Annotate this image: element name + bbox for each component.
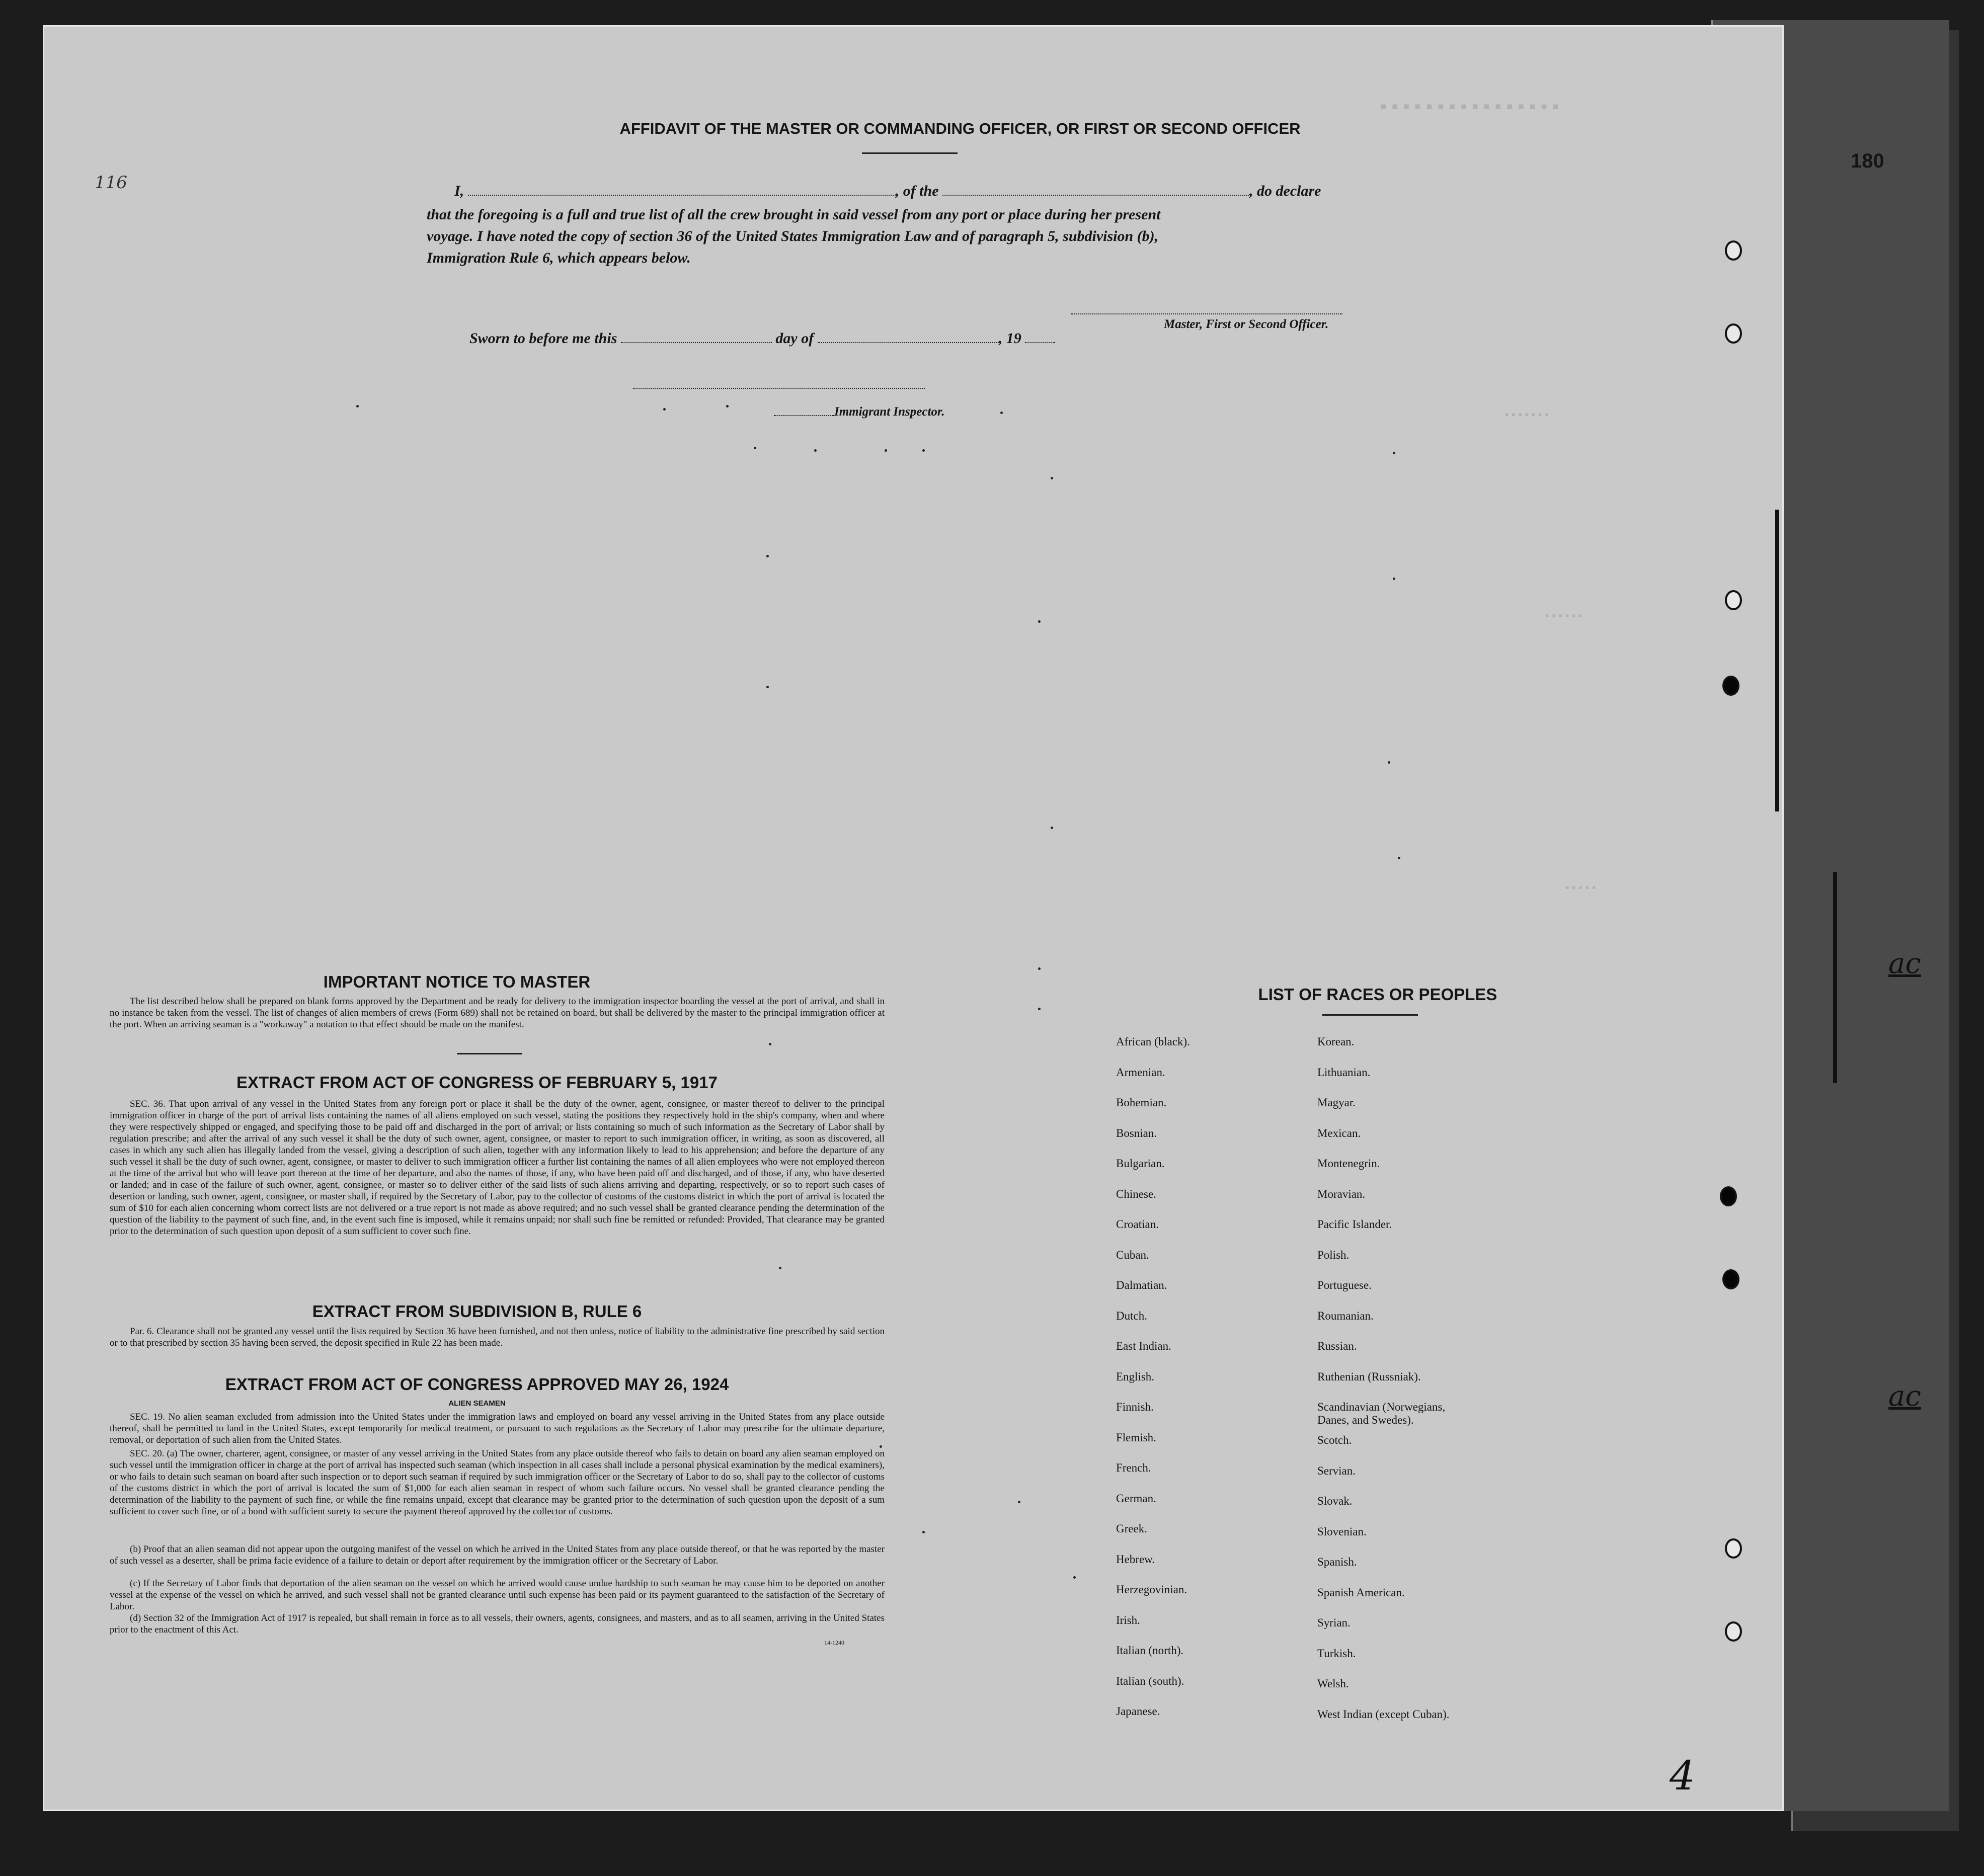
extract-1917-text: SEC. 36. That upon arrival of any vessel in the United States from any foreign port or place it shall be the duty of the owner, agent, consignee, or master thereof to deliver to the principal immigration officer in charge of the port of arrival lists containing the names of all aliens employed on such vessel, stating the positions they respectively hold in the ship's company, when and where they were respectively shipped or engaged, and specifying those to be paid off and discharged in the port of arrival; or lists containing so much of such information as the Secretary of Labor shall by regulation prescribe; and after the arrival of any such vessel it shall be the duty of such owner, agent, consignee, or master to report to such immigration officer, in writing, as soon as discovered, all cases in which any such alien has illegally landed from the vessel, giving a description of such alien, together with any information likely to lead to his apprehension; and before the departure of any such vessel it shall be the duty of such owner, agent, consignee, or master to deliver to such immigration officer a further list containing the names of all alien employees who were not employed thereon at the time of the arrival but who will leave port thereon at the time of her departure, and also the names of those, if any, who have been paid off and discharged, and of those, if any, who have deserted or landed; and in case of the failure of such owner, agent, consignee, or master so to deliver either of the said lists of such aliens arriving and departing, respectively, or so to report such cases of desertion or landing, such owner, agent, consignee, or master shall, if required by the Secretary of Labor, pay to the collector of customs of the customs district in which the port of arrival is located the sum of $10 for each alien concerning whom correct lists are not delivered or a true report is not made as above required; and no such vessel shall be granted clearance pending the determination of the question of the liability to the payment of such fine, and, in the event such fine is imposed, while it remains unpaid; nor shall such fine be remitted or refunded: Provided, That clearance may be granted prior to the determination of such question upon deposit of a sum sufficient to cover such fine. [110,1099,885,1237]
race-item: Irish. [1116,1613,1140,1626]
document-page [43,25,1921,1811]
do-declare-label: , do declare [1249,183,1321,199]
dot [1000,412,1003,414]
dot [1051,477,1053,479]
notice-text: The list described below shall be prepared on blank forms approved by the Department and be ready for delivery to the immigration inspector boarding the vessel at the port of arrival, and shall in no instance be taken from the vessel. The list of changes of alien members of crews (Form 689) shall not be retained on board, but shall be delivered by the master to the principal immigration officer at the port. When an arriving seaman is a "workaway" a notation to that effect should be made on the manifest. [110,996,885,1030]
i-label: I, [454,183,464,199]
race-item: Bohemian. [1116,1096,1167,1109]
race-item: German. [1116,1492,1156,1505]
extract-1917-title: EXTRACT FROM ACT OF CONGRESS OF FEBRUARY 5, 1917 [236,1073,718,1092]
punch-hole [1722,676,1739,696]
bottom-mark: 4 [1670,1752,1695,1799]
corner-mark: 116 [95,173,127,193]
race-item: Croatian. [1116,1218,1159,1231]
races-title: LIST OF RACES OR PEOPLES [1258,985,1497,1004]
race-item: Cuban. [1116,1248,1149,1261]
extract-1924-para-4: (c) If the Secretary of Labor finds that deportation of the alien seaman on the vessel on which he arrived would cause undue hardship to such seaman he may cause him to be deported on another vessel at the expense of the vessel on which he arrived, and such vessel shall not be granted clearance until such expense has been paid or its payment guaranteed to the satisfaction of the Secretary of Labor. [110,1578,885,1612]
day-blank [621,342,772,343]
race-item: Slovak. [1317,1495,1353,1507]
extract-rule6-text: Par. 6. Clearance shall not be granted any vessel until the lists required by Section 36 have been furnished, and not then unless, notice of liability to the administrative fine prescribed by said section or to that prescribed by section 35 having been served, the deposit specified in Rule 22 has been made. [110,1326,885,1348]
race-item: Bosnian. [1116,1126,1157,1139]
tick-mark [1833,872,1837,1083]
race-item: Dalmatian. [1116,1279,1167,1291]
race-item: Turkish. [1317,1647,1356,1660]
punch-hole [1725,1538,1742,1559]
race-item: Italian (south). [1116,1674,1184,1687]
dot [1038,620,1041,623]
race-item: English. [1116,1370,1155,1383]
race-item: Moravian. [1317,1187,1366,1200]
race-item: Montenegrin. [1317,1157,1380,1170]
inspector-signature-line [774,415,834,416]
race-item: French. [1116,1461,1151,1474]
race-item: Spanish American. [1317,1586,1405,1599]
sworn-label: Sworn to before me this [469,330,617,347]
bleed-through-text: ▪▪▪▪▪▪▪▪▪▪▪▪▪▪▪▪ [1378,97,1561,119]
dot [766,555,769,557]
race-item: Armenian. [1116,1066,1165,1079]
dot [356,405,359,407]
race-item: Syrian. [1317,1616,1351,1629]
master-signature-line [1071,313,1342,314]
race-item: Italian (north). [1116,1644,1184,1657]
affidavit-line-3: voyage. I have noted the copy of section 36 of the United States Immigration Law and of paragraph 5, subdivision (b), [427,228,1159,244]
notice-rule [457,1053,522,1054]
race-item: Mexican. [1317,1126,1361,1139]
affidavit-line-4: Immigration Rule 6, which appears below. [427,250,691,266]
race-item: Portuguese. [1317,1279,1372,1291]
margin-note-2: ac [1888,1380,1921,1413]
race-item: Magyar. [1317,1096,1356,1109]
dot [1038,967,1041,970]
inspector-label: Immigrant Inspector. [834,405,945,419]
dot [769,1043,771,1045]
race-item: Chinese. [1116,1187,1156,1200]
dot [922,1531,925,1533]
of-the-label: , of the [895,183,939,199]
dot [1398,857,1400,859]
race-item: Flemish. [1116,1431,1156,1444]
extract-rule6-title: EXTRACT FROM SUBDIVISION B, RULE 6 [312,1302,642,1321]
dot [1073,1576,1076,1579]
dot [1393,578,1395,580]
dot [1388,761,1390,764]
day-of-label: day of [775,330,814,347]
extract-1924-subtitle: ALIEN SEAMEN [448,1399,506,1408]
bleed-through-text: ▪▪▪▪▪ [1564,882,1598,894]
month-blank [818,342,999,343]
dot [814,449,817,452]
punch-hole [1725,240,1742,261]
race-item: Ruthenian (Russniak). [1317,1370,1421,1383]
race-item: West Indian (except Cuban). [1317,1707,1450,1721]
name-blank [468,195,896,196]
title-rule [862,152,958,154]
extract-1924-para-2: SEC. 20. (a) The owner, charterer, agent, consignee, or master of any vessel arriving in the United States from any place outside thereof who fails to detain on board any alien seaman employed on such vessel until the immigration officer in charge at the port of arrival has inspected such seaman (which inspection in all cases shall include a personal physical examination by the medical examiners), or who fails to detain such seaman on board after such inspection or to deport such seaman if required by such immigration officer or the Secretary of Labor to do so, shall pay to the collector of customs of the customs district in which the port of arrival is located the sum of $1,000 for each alien seaman in respect of whom such failure occurs. No vessel shall be granted clearance pending the determination of the liability to the payment of such fine, or while the fine remains unpaid, except that clearance may be granted prior to the determination of such question upon the deposit of a sum sufficient to cover such fine, or of a bond with sufficient surety to secure the payment thereof approved by the collector of customs. [110,1448,885,1517]
dot [1018,1501,1020,1503]
dot [885,449,887,452]
master-label: Master, First or Second Officer. [1164,317,1329,331]
race-item: Spanish. [1317,1556,1357,1568]
race-item: Lithuanian. [1317,1066,1371,1079]
race-item: Japanese. [1116,1705,1160,1718]
race-item: Polish. [1317,1248,1350,1261]
race-item: Pacific Islander. [1317,1218,1392,1231]
race-item: East Indian. [1116,1340,1171,1352]
extract-1924-para-5: (d) Section 32 of the Immigration Act of 1917 is repealed, but shall remain in force as to all vessels, their owners, agents, consignees, and masters, and as to all seamen, arriving in the United States prior to the enactment of this Act. [110,1613,885,1635]
extract-1924-title: EXTRACT FROM ACT OF CONGRESS APPROVED MAY 26, 1924 [225,1375,729,1394]
dot [663,408,666,411]
race-item: Roumanian. [1317,1309,1374,1322]
punch-hole [1722,1269,1739,1289]
bleed-through-text: ▪▪▪▪▪▪▪ [1503,409,1550,422]
page-number: 180 [1851,150,1884,172]
punch-hole [1725,590,1742,610]
affidavit-line-1 [454,180,1461,202]
punch-hole [1720,1186,1737,1206]
race-item: Hebrew. [1116,1553,1155,1566]
affidavit-title: AFFIDAVIT OF THE MASTER OR COMMANDING OFFICER, OR FIRST OR SECOND OFFICER [619,120,1301,137]
notice-title: IMPORTANT NOTICE TO MASTER [323,972,591,991]
race-item: Finnish. [1116,1401,1154,1413]
vessel-blank [942,195,1249,196]
dot [1051,827,1053,829]
dot [766,686,769,688]
form-number: 14-1240 [824,1639,844,1646]
race-item: Scandinavian (Norwegians, Danes, and Swedes). [1317,1401,1446,1426]
race-item: Dutch. [1116,1309,1147,1322]
race-item: Scotch. [1317,1434,1352,1446]
race-item: Russian. [1317,1340,1357,1352]
race-item: Herzegovinian. [1116,1583,1187,1596]
margin-note-1: ac [1888,947,1921,980]
race-item: Greek. [1116,1522,1147,1535]
dot [726,405,729,407]
tick-mark [1775,510,1779,811]
year-label: , 19 [998,330,1021,347]
race-item: Servian. [1317,1464,1356,1477]
year-blank [1025,342,1055,343]
affidavit-line-2: that the foregoing is a full and true list of all the crew brought in said vessel from any port or place during her present [427,206,1161,223]
dot [779,1267,781,1269]
dot [922,449,925,452]
sworn-line [469,328,1174,349]
race-item: Korean. [1317,1035,1355,1048]
race-item: Welsh. [1317,1677,1349,1690]
punch-hole [1725,1621,1742,1642]
extract-1924-para-3: (b) Proof that an alien seaman did not appear upon the outgoing manifest of the vessel on which he arrived in the United States from any place outside thereof, or that he was reported by the master of such vessel as a deserter, shall be prima facie evidence of a failure to detain or deport after requirement by the immigration officer or the Secretary of Labor. [110,1544,885,1566]
punch-hole [1725,323,1742,344]
bleed-through-text: ▪▪▪▪▪▪ [1544,610,1584,623]
race-item: Bulgarian. [1116,1157,1165,1170]
dot [754,447,756,449]
dot [1038,1008,1041,1010]
inspector-signature-line-top [633,388,925,389]
dot [1393,452,1395,454]
extract-1924-para-1: SEC. 19. No alien seaman excluded from admission into the United States under the immigration laws and employed on board any vessel arriving in the United States from any place outside thereof, shall be permitted to land in the United States, except temporarily for medical treatment, or pursuant to such regulations as the Secretary of Labor may prescribe for the ultimate departure, removal, or deportation of such alien from the United States. [110,1412,885,1445]
race-item: Slovenian. [1317,1525,1367,1538]
races-rule [1322,1014,1418,1016]
race-item: African (black). [1116,1035,1190,1048]
